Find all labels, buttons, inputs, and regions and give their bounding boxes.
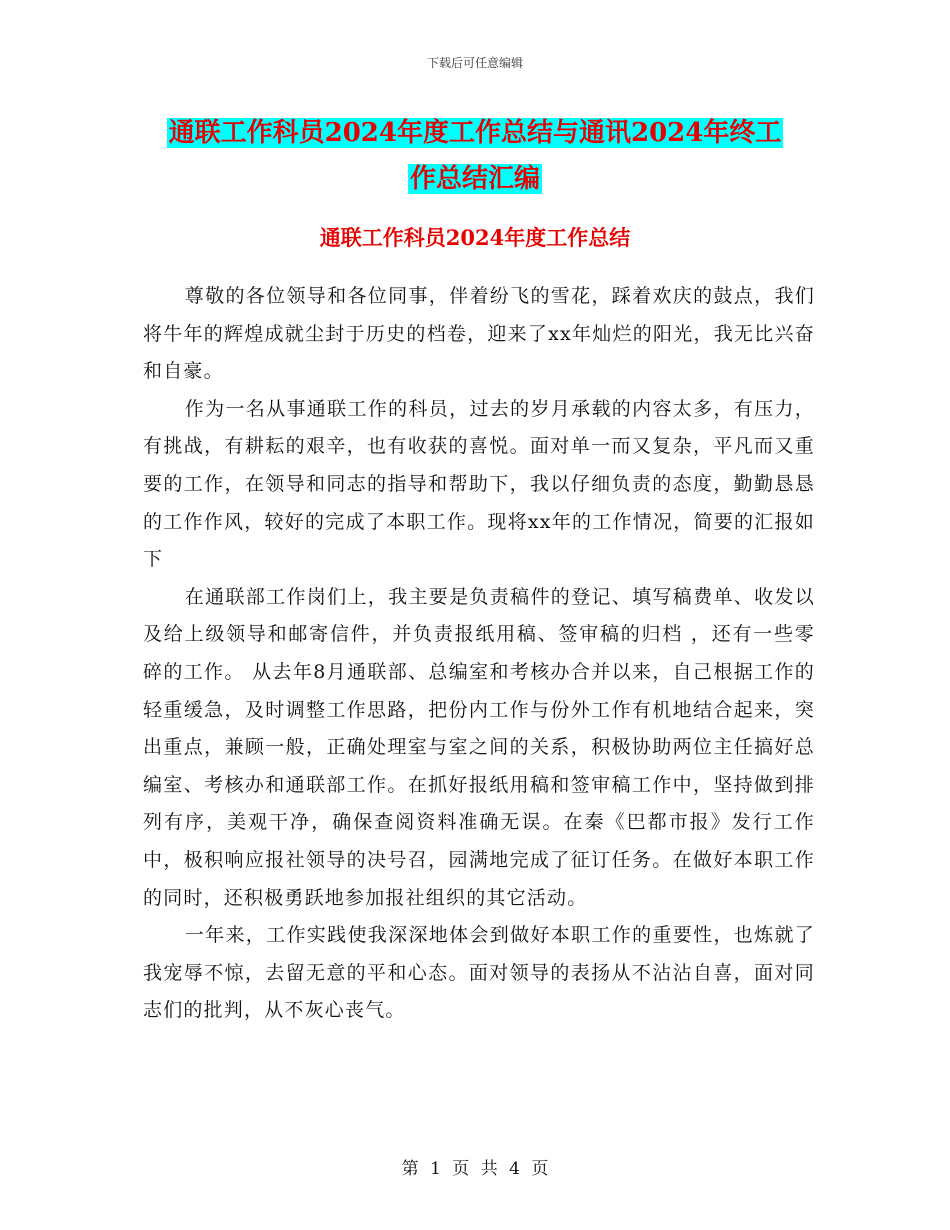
paragraph-1: 尊敬的各位领导和各位同事，伴着纷飞的雪花，踩着欢庆的鼓点，我们将牛年的辉煌成就尘封于历史的档卷，迎来了xx年灿烂的阳光，我无比兴奋和自豪。 [143, 285, 815, 383]
page-number-footer: 第 1 页 共 4 页 [401, 1159, 549, 1179]
page-header-note: 下载后可任意编辑 [426, 56, 523, 70]
document-title-line-1: 通联工作科员2024年度工作总结与通讯2024年终工 [168, 118, 782, 148]
paragraph-3: 在通联部工作岗们上，我主要是负责稿件的登记、填写稿费单、收发以及给上级领导和邮寄信件，并负责报纸用稿、签审稿的归档 ，还有一些零碎的工作。 从去年8月通联部、总编室和考核办合并以来，自己根据工作的轻重缓急，及时调整工作思路，把份内工作与份外工作有机地结合起来，突出重点，兼顾一般，正确处理室与室之间的关系，积极协助两位主任搞好总编室、考核办和通联部工作。在抓好报纸用稿和签审稿工作中，坚持做到排列有序，美观干净，确保查阅资料准确无误。在秦《巴都市报》发行工作中，极积响应报社领导的决号召，园满地完成了征订任务。在做好本职工作的同时，还积极勇跃地参加报社组织的其它活动。 [143, 585, 815, 909]
paragraph-4: 一年来，工作实践使我深深地体会到做好本职工作的重要性，也炼就了我宠辱不惊，去留无意的平和心态。面对领导的表扬从不沾沾自喜，面对同志们的批判，从不灰心丧气。 [143, 924, 815, 1022]
document-title-line-2: 作总结汇编 [409, 164, 540, 194]
document-title [140, 110, 810, 202]
paragraph-2: 作为一名从事通联工作的科员，过去的岁月承载的内容太多，有压力，有挑战，有耕耘的艰辛，也有收获的喜悦。面对单一而又复杂，平凡而又重要的工作，在领导和同志的指导和帮助下，我以仔细负责的态度，勤勤恳恳的工作作风，较好的完成了本职工作。现将xx年的工作情况，简要的汇报如下 [143, 397, 815, 571]
document-body [143, 278, 815, 1030]
section-title: 通联工作科员2024年度工作总结 [319, 225, 631, 250]
